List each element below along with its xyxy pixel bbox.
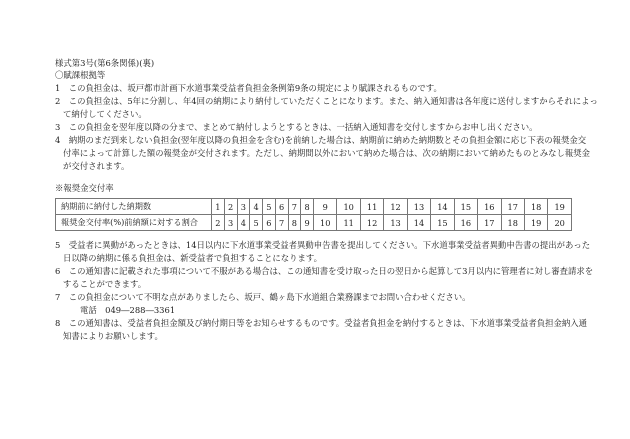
table-row [56,215,572,231]
table-cell: 14 [407,215,430,231]
reward-rate-table [55,198,572,231]
item-3: 3 この負担金を翌年度以降の分まで、まとめて納付しようとするときは、一括納入通知書を交付しますからお申し出ください。 [55,122,538,132]
item-4-cont: が交付されます。 [63,161,130,171]
section-heading: 〇賦課根拠等 [55,70,106,80]
table-cell: 17 [478,215,501,231]
table-cell: 12 [384,199,407,215]
table-cell: 5 [250,215,263,231]
item-4-cont: 付率によって計算した額の報奨金が交付されます。ただし、納期間以外において納めた場合は、次の納期において納めたものとみなし報奨金 [63,148,590,158]
table-title: ※報奨金交付率 [55,183,114,193]
table-cell: 10 [314,215,337,231]
phone-number: 電話 049―288―3361 [80,305,176,315]
table-cell: 19 [548,199,572,215]
item-8: 8 この通知書は、受益者負担金額及び納付期日等をお知らせするものです。受益者負担金を納付するときは、下水道事業受益者負担金納入通 [55,318,588,328]
table-cell: 6 [263,215,276,231]
table-cell: 8 [288,215,301,231]
table-cell: 18 [524,199,547,215]
table-cell: 16 [454,215,477,231]
item-5: 5 受益者に異動があったときは、14日以内に下水道事業受益者異動申告書を提出してください。下水道事業受益者異動申告書の提出があった [55,240,591,250]
item-6: 6 この通知書に記載された事項について不服がある場合は、この通知書を受け取った日の翌日から起算して3月以内に管理者に対し審査請求を [55,266,594,276]
table-cell: 2 [224,199,237,215]
item-4: 4 納期のまだ到来しない負担金(翌年度以降の負担金を含む)を前納した場合は、納期前に納めた納期数とその負担金額に応じ下表の報奨金交 [55,135,587,145]
table-cell: 6 [275,199,288,215]
form-title: 様式第3号(第6条関係)(裏) [55,58,155,68]
table-cell: 4 [237,215,250,231]
table-row [56,199,572,215]
table-cell: 3 [224,215,237,231]
table-cell: 20 [548,215,572,231]
table-cell: 13 [407,199,430,215]
table-cell: 11 [360,199,383,215]
table-cell: 14 [431,199,454,215]
item-5-cont: 日以降の納期に係る負担金は、新受益者で負担することになります。 [63,253,322,263]
table-cell: 12 [360,215,383,231]
table-cell: 4 [250,199,263,215]
item-2: 2 この負担金は、5年に分割し、年4回の納期により納付していただくことになります。また、納入通知書は各年度に送付しますからそれによっ [55,96,598,106]
table-cell: 3 [237,199,250,215]
row-label: 納期前に納付した納期数 [56,199,212,215]
item-2-cont: て納付してください。 [63,109,147,119]
table-cell: 15 [454,199,477,215]
item-1: 1 この負担金は、坂戸都市計画下水道事業受益者負担金条例第9条の規定により賦課されるものです。 [55,83,442,93]
table-cell: 9 [301,215,314,231]
row-label: 報奨金交付率(%)前納額に対する割合 [56,215,212,231]
table-cell: 11 [337,215,360,231]
table-cell: 7 [275,215,288,231]
table-cell: 1 [212,199,225,215]
table-cell: 10 [337,199,360,215]
table-cell: 7 [288,199,301,215]
item-7: 7 この負担金について不明な点がありましたら、坂戸、鶴ヶ島下水道組合業務課までお問い合わせください。 [55,292,471,302]
table-cell: 17 [501,199,524,215]
item-6-cont: することができます。 [63,279,147,289]
item-8-cont: 知書によりお願いします。 [63,331,163,341]
table-cell: 19 [524,215,547,231]
table-cell: 16 [478,199,501,215]
table-cell: 8 [301,199,314,215]
table-cell: 5 [263,199,276,215]
table-cell: 15 [431,215,454,231]
table-cell: 9 [314,199,337,215]
table-cell: 13 [384,215,407,231]
table-cell: 2 [212,215,225,231]
table-cell: 18 [501,215,524,231]
